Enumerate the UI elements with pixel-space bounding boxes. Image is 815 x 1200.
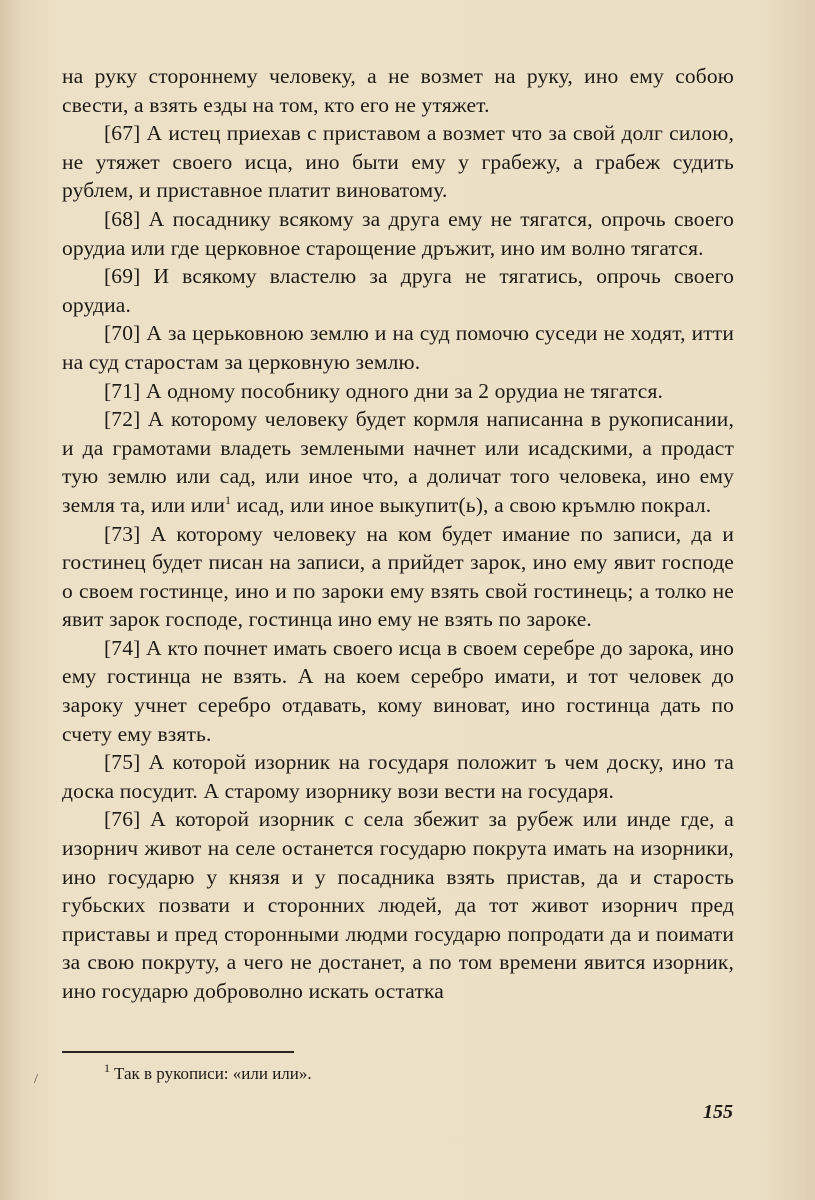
paragraph-continued: на руку стороннему человеку, а не возмет на руку, ино ему собою свести, а взять езды на том, кто его не утяжет. [62, 64, 734, 117]
footnote-number: 1 [104, 1061, 110, 1076]
article-70: [70] А за церьковною землю и на суд помочю суседи не ходят, итти на суд старостам за церковную землю. [62, 321, 734, 374]
margin-mark: / [34, 1072, 38, 1087]
article-71: [71] А одному пособнику одного дни за 2 орудиа не тягатся. [104, 378, 664, 403]
article-72 [62, 405, 734, 519]
footnote-text: Так в рукописи: «или или». [114, 1064, 312, 1083]
article-72-text-before: [72] А которому человеку будет кормля написанна в рукописании, и да грамотами владеть землеными начнет или исадскими, а продаст тую землю или сад, или иное что, а доличат того человека, ино ему земля та, или или [62, 407, 734, 517]
article-68: [68] А посаднику всякому за друга ему не тягатся, опрочь своего орудиа или где церковное старощение дръжит, ино им волно тягатся. [62, 206, 734, 260]
article-72-text-after: исад, или иное выкупит(ь), а свою кръмлю покрал. [231, 492, 712, 517]
page-number: 155 [703, 1101, 733, 1123]
main-text [62, 62, 734, 1006]
article-75: [75] А которой изорник на государя положит ъ чем доску, ино та доска посудит. А старому изорнику вози вести на государя. [62, 750, 734, 803]
footnote-marker[interactable]: 1 [225, 492, 232, 507]
article-73: [73] А которому человеку на ком будет имание по записи, да и гостинец будет писан на записи, а прийдет зарок, ино ему явит господе о своем гостинце, ино и по зароки ему взять свой гостинець; а толко не явит зарок господе, гостинца ино ему не взять по зароке. [62, 521, 734, 632]
article-69: [69] И всякому властелю за друга не тягатись, опрочь своего орудиа. [62, 264, 734, 317]
article-74: [74] А кто почнет имать своего исца в своем серебре до зарока, ино ему гостинца не взять. А на коем серебро имати, и тот человек до зароку учнет серебро отдавать, кому виноват, ино гостинца дать по счету ему взять. [62, 635, 734, 746]
footnote [104, 1063, 312, 1085]
footnote-divider [62, 1051, 294, 1053]
article-76: [76] А которой изорник с села збежит за рубеж или инде где, а изорнич живот на селе останется государю покрута имать на изорники, ино государю у князя и у посадника взять пристав, да и старость губьских позвати и сторонних людей, да тот живот изорнич пред приставы и пред сторонными людми государю попродати да и поимати за свою покруту, а чего не достанет, а по том времени явится изорник, ино государю доброволно искать остатка [62, 807, 734, 1003]
article-67: [67] А истец приехав с приставом а возмет что за свой долг силою, не утяжет своего исца, ино быти ему у грабежу, а грабеж судить рублем, и приставное платит виноватому. [62, 121, 734, 203]
